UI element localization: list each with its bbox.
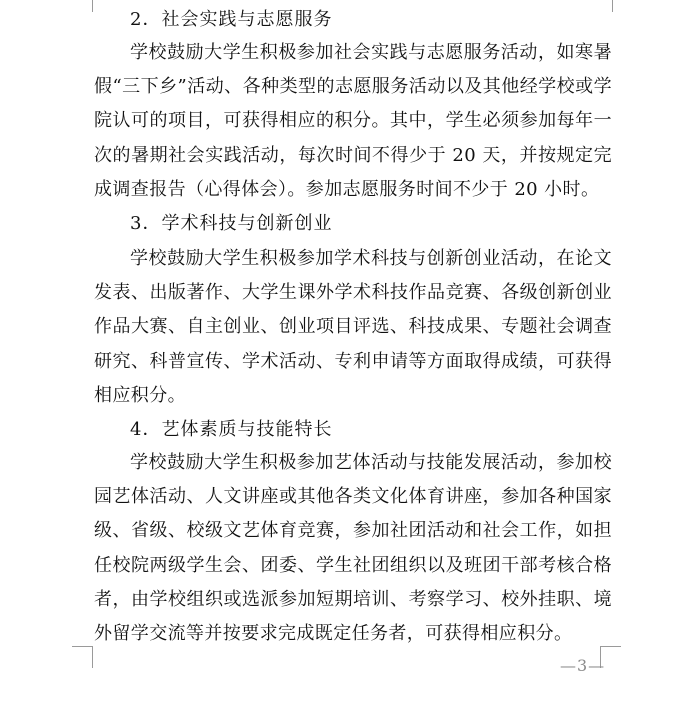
section-2-paragraph: 学校鼓励大学生积极参加社会实践与志愿服务活动，如寒暑假“三下乡”活动、各种类型的志愿服务活动以及其他经学校或学院认可的项目，可获得相应的积分。其中，学生必须参加每年一次的暑期社会实践活动，每次时间不得少于 20 天，并按规定完成调查报告（心得体会）。参加志愿服务时间不少于 20 小时。 bbox=[94, 42, 612, 200]
bottom-left-margin-mark-horizontal bbox=[72, 646, 93, 647]
bottom-left-margin-mark-vertical bbox=[92, 646, 93, 668]
section-3-paragraph: 学校鼓励大学生积极参加学术科技与创新创业活动，在论文发表、出版著作、大学生课外学术科技作品竞赛、各级创新创业作品大赛、自主创业、创业项目评选、科技成果、专题社会调查研究、科普宣传、学术活动、专利申请等方面取得成绩，可获得相应积分。 bbox=[94, 248, 612, 406]
top-left-margin-mark bbox=[92, 0, 93, 12]
section-4-heading: 4．艺体素质与技能特长 bbox=[130, 419, 333, 440]
page-number: —3— bbox=[560, 656, 606, 675]
section-3-heading: 3．学术科技与创新创业 bbox=[130, 213, 333, 234]
bottom-right-margin-mark-horizontal bbox=[600, 646, 621, 647]
section-4-paragraph: 学校鼓励大学生积极参加艺体活动与技能发展活动，参加校园艺体活动、人文讲座或其他各类文化体育讲座，参加各种国家级、省级、校级文艺体育竞赛，参加社团活动和社会工作，如担任校院两级学生会、团委、学生社团组织以及班团干部考核合格者，由学校组织或选派参加短期培训、考察学习、校外挂职、境外留学交流等并按要求完成既定任务者，可获得相应积分。 bbox=[94, 452, 612, 645]
section-2-heading: 2．社会实践与志愿服务 bbox=[130, 9, 333, 30]
top-right-margin-mark bbox=[612, 0, 613, 12]
